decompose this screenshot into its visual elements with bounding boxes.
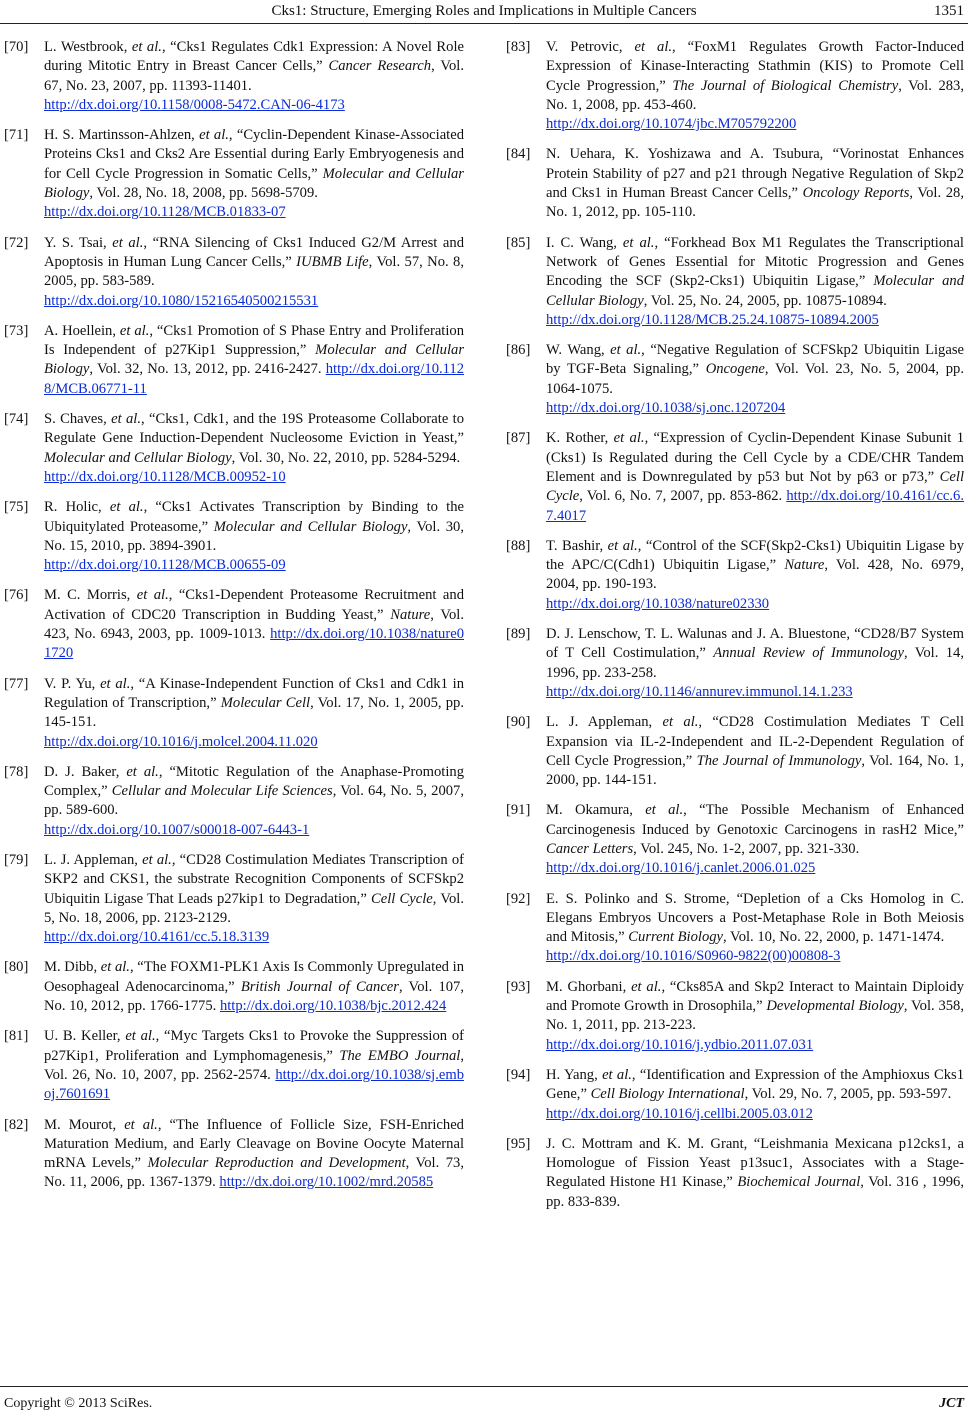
reference-number: [94] [506, 1066, 531, 1083]
reference-details: , Vol. 32, No. 13, 2012, pp. 2416-2427. [89, 361, 326, 378]
reference-journal: The EMBO Journal [339, 1047, 461, 1064]
reference-title: , “CD28 Costimulation Mediates T Cell Expansion via IL-2-Independent and IL-2-Dependent Regulation of Cell Cycle Progression,” [546, 714, 964, 769]
reference-journal: The Journal of Biological Chemistry [672, 77, 899, 94]
reference-authors: U. B. Keller, [44, 1028, 126, 1045]
reference-number: [85] [506, 234, 531, 251]
reference-details: , Vol. Vol. 23, No. 5, 2004, pp. 1064-1075. [546, 361, 964, 397]
reference-doi-link[interactable]: http://dx.doi.org/10.1128/MCB.01833-07 [44, 204, 286, 221]
reference-journal: Cancer Research [328, 58, 432, 75]
reference-journal: Cancer Letters [546, 840, 634, 857]
reference-et-al: et al. [100, 959, 130, 976]
reference-number: [79] [4, 851, 29, 868]
reference-details: , Vol. 67, No. 23, 2007, pp. 11393-11401. [44, 58, 464, 94]
reference-journal: Current Biology [628, 929, 724, 946]
reference-title: , “Cks1 Promotion of S Phase Entry and Proliferation Is Independent of p27Kip1 Suppression,” [44, 322, 464, 359]
reference-authors: K. Rother, [546, 430, 614, 447]
reference-et-al: et al. [602, 1066, 632, 1083]
reference-entry [506, 625, 964, 702]
reference-doi-link[interactable]: http://dx.doi.org/10.1016/j.cellbi.2005.03.012 [546, 1105, 813, 1122]
reference-number: [83] [506, 39, 531, 55]
reference-authors: R. Holic, [44, 499, 110, 516]
reference-details: , Vol. 6, No. 7, 2007, pp. 853-862. [579, 488, 787, 505]
header-rule [0, 23, 968, 24]
reference-entry [4, 851, 464, 947]
reference-entry [506, 38, 964, 134]
reference-authors: J. C. Mottram and K. M. Grant, “Leishmania Mexicana p12cks1, a Homologue of Fission Yeast p13suc1, Associates with a Stage-Regulated Histone H1 Kinase,” [546, 1135, 964, 1191]
reference-et-al: et al. [124, 1116, 158, 1133]
reference-title: , “The Influence of Follicle Size, FSH-Enriched Maturation Medium, and Early Cleavage on Bovine Oocyte Maternal mRNA Levels,” [44, 1116, 464, 1172]
reference-details: , Vol. 316 , 1996, pp. 833-839. [546, 1174, 964, 1210]
reference-details: , Vol. 423, No. 6943, 2003, pp. 1009-1013. [44, 606, 464, 643]
reference-entry [4, 763, 464, 840]
reference-title: , “Cks1-Dependent Proteasome Recruitment and Activation of CDC20 Transcription in Budding Yeast,” [44, 587, 465, 623]
reference-authors: M. Mourot, [44, 1116, 125, 1133]
reference-authors: T. Bashir, [546, 537, 608, 554]
reference-et-al: et al. [112, 234, 144, 251]
reference-authors: V. Petrovic, [546, 39, 635, 55]
reference-entry [506, 978, 964, 1055]
reference-doi-link[interactable]: http://dx.doi.org/10.1146/annurev.immunol.14.1.233 [546, 683, 853, 700]
reference-entry [506, 145, 964, 222]
reference-title: , “Expression of Cyclin-Dependent Kinase Subunit 1 (Cks1) Is Regulated during the Cell Cycle by a CDE/CHR Tandem Element and is Downregulated by p53 but Not by p63 or p73,” [546, 430, 964, 485]
reference-journal: Oncology Reports [802, 185, 910, 202]
reference-doi-link[interactable]: http://dx.doi.org/10.1038/sj.onc.1207204 [546, 400, 786, 417]
reference-title: , “Cyclin-Dependent Kinase-Associated Proteins Cks1 and Cks2 Are Essential during Early Embryogenesis and for Cell Cycle Progression in Somatic Cells,” [44, 127, 464, 182]
reference-number: [89] [506, 626, 531, 643]
reference-title: , “Cks1 Activates Transcription by Binding to the Ubiquitylated Proteasome,” [44, 499, 464, 535]
reference-entry [506, 1066, 964, 1124]
reference-doi-link[interactable]: http://dx.doi.org/10.1016/j.ydbio.2011.07.031 [546, 1036, 814, 1053]
reference-entry [506, 341, 964, 418]
page-header [0, 0, 968, 26]
reference-et-al: et al. [662, 714, 699, 731]
reference-number: [77] [4, 675, 29, 692]
reference-title: , “The Possible Mechanism of Enhanced Carcinogenesis Induced by Genotoxic Carcinogens in rasH2 Mice,” [546, 802, 964, 838]
reference-doi-link[interactable]: http://dx.doi.org/10.1158/0008-5472.CAN-06-4173 [44, 96, 345, 113]
reference-authors: L. J. Appleman, [546, 714, 663, 731]
reference-doi-link[interactable]: http://dx.doi.org/10.1128/MCB.00655-09 [44, 557, 286, 574]
reference-journal: Nature [784, 557, 825, 574]
reference-authors: H. S. Martinsson-Ahlzen, [44, 127, 200, 144]
reference-number: [70] [4, 39, 29, 55]
reference-details: , Vol. 28, No. 1, 2012, pp. 105-110. [546, 185, 964, 221]
reference-journal: Molecular Cell [220, 694, 311, 711]
reference-title: , “Cks1 Regulates Cdk1 Expression: A Novel Role during Mitotic Entry in Breast Cancer Cells,” [44, 39, 464, 75]
reference-journal: Molecular and Cellular Biology [44, 342, 464, 378]
reference-number: [82] [4, 1116, 29, 1133]
reference-details: , Vol. 10, No. 22, 2000, p. 1471-1474. [723, 929, 945, 946]
reference-title: , “Cks1, Cdk1, and the 19S Proteasome Collaborate to Regulate Gene Induction-Dependent Nucleosome Eviction in Yeast,” [44, 411, 465, 447]
reference-authors: M. Okamura, [546, 802, 646, 819]
reference-doi-link[interactable]: http://dx.doi.org/10.1080/15216540500215531 [44, 292, 319, 309]
reference-authors: D. J. Baker, [44, 763, 127, 780]
reference-number: [88] [506, 537, 531, 554]
reference-title: , “Cks85A and Skp2 Interact to Maintain Diploidy and Promote Growth in Drosophila,” [546, 978, 964, 1015]
reference-et-al: et al. [610, 342, 642, 359]
reference-entry [4, 38, 464, 115]
reference-entry [4, 126, 464, 222]
reference-authors: V. P. Yu, [44, 675, 101, 692]
reference-number: [90] [506, 714, 531, 731]
reference-number: [73] [4, 322, 29, 339]
reference-doi-link[interactable]: http://dx.doi.org/10.1074/jbc.M705792200 [546, 116, 797, 133]
reference-doi-link[interactable]: http://dx.doi.org/10.1038/sj.emboj.7601691 [44, 1066, 464, 1103]
reference-authors: Y. S. Tsai, [44, 234, 113, 251]
reference-entry [4, 1116, 464, 1193]
references-left-column [4, 38, 464, 1204]
reference-journal: Oncogene [705, 361, 765, 378]
reference-et-al: et al. [111, 411, 141, 428]
reference-details: , Vol. 17, No. 1, 2005, pp. 145-151. [44, 694, 464, 731]
reference-details: , Vol. 283, No. 1, 2008, pp. 453-460. [546, 77, 964, 113]
reference-doi-link[interactable]: http://dx.doi.org/10.1038/nature02330 [546, 595, 770, 612]
reference-number: [71] [4, 127, 29, 144]
reference-et-al: et al. [109, 499, 144, 516]
reference-entry [506, 801, 964, 878]
reference-entry [506, 890, 964, 967]
reference-et-al: et al. [100, 675, 131, 692]
reference-journal: Developmental Biology [766, 998, 904, 1015]
reference-entry [4, 586, 464, 663]
reference-journal: Molecular and Cellular Biology [44, 165, 464, 202]
reference-et-al: et al. [126, 763, 159, 780]
reference-number: [78] [4, 763, 29, 780]
reference-journal: Cell Cycle [546, 468, 964, 505]
reference-authors: N. Uehara, K. Yoshizawa and A. Tsubura, “Vorinostat Enhances Protein Stability of p27 and p21 through Negative Regulation of Skp2 and Cks1 in Human Breast Cancer Cells,” [546, 146, 964, 202]
reference-title: , “FoxM1 Regulates Growth Factor-Induced Expression of Kinase-Interacting Stathmin (KIS) to Promote Cell Cycle Progression,” [546, 39, 964, 94]
reference-doi-link[interactable]: http://dx.doi.org/10.1007/s00018-007-6443-1 [44, 821, 310, 838]
reference-details: , Vol. 30, No. 15, 2010, pp. 3894-3901. [44, 518, 464, 554]
reference-details: , Vol. 245, No. 1-2, 2007, pp. 321-330. [633, 840, 860, 857]
reference-et-al: et al. [613, 430, 645, 447]
reference-et-al: et al. [645, 802, 684, 819]
copyright-notice: Copyright © 2013 SciRes. [4, 1396, 153, 1411]
reference-number: [93] [506, 978, 531, 995]
reference-et-al: et al. [131, 39, 162, 55]
reference-authors: A. Hoellein, [44, 322, 120, 339]
reference-details: , Vol. 107, No. 10, 2012, pp. 1766-1775. [44, 978, 464, 1015]
reference-et-al: et al. [607, 537, 638, 554]
reference-journal: Biochemical Journal [737, 1174, 861, 1191]
reference-details: , Vol. 64, No. 5, 2007, pp. 589-600. [44, 783, 464, 819]
reference-details: , Vol. 5, No. 18, 2006, pp. 2123-2129. [44, 890, 464, 926]
reference-number: [92] [506, 890, 531, 907]
reference-doi-link[interactable]: http://dx.doi.org/10.4161/cc.6.7.4017 [546, 488, 964, 524]
reference-entry [4, 498, 464, 575]
reference-doi-link[interactable]: http://dx.doi.org/10.1002/mrd.20585 [219, 1174, 434, 1191]
reference-doi-link[interactable]: http://dx.doi.org/10.1128/MCB.06771-11 [44, 361, 464, 397]
reference-title: , “The FOXM1-PLK1 Axis Is Commonly Upregulated in Oesophageal Adenocarcinoma,” [44, 959, 464, 995]
reference-journal: Nature [390, 606, 431, 623]
reference-details: , Vol. 30, No. 22, 2010, pp. 5284-5294. [231, 449, 461, 466]
reference-title: , “Control of the SCF(Skp2-Cks1) Ubiquitin Ligase by the APC/C(Cdh1) Ubiquitin Ligase,” [546, 537, 964, 574]
reference-title: , “A Kinase-Independent Function of Cks1 and Cdk1 in Regulation of Transcription,” [44, 675, 464, 711]
reference-journal: IUBMB Life [296, 253, 369, 270]
reference-entry [4, 234, 464, 311]
reference-title: , “RNA Silencing of Cks1 Induced G2/M Arrest and Apoptosis in Human Lung Cancer Cells,” [44, 234, 464, 270]
reference-number: [84] [506, 146, 531, 163]
reference-authors: M. C. Morris, [44, 587, 137, 604]
reference-number: [72] [4, 234, 29, 251]
reference-et-al: et al. [631, 978, 662, 995]
reference-et-al: et al. [136, 587, 169, 604]
reference-journal: Molecular Reproduction and Development [147, 1155, 406, 1172]
reference-et-al: et al. [634, 39, 673, 55]
reference-entry [4, 958, 464, 1016]
reference-title: , “CD28 Costimulation Mediates Transcription of SKP2 and CKS1, the substrate Recognition Components of SCFSkp2 Ubiquitin Ligase That Leads p27kip1 to Degradation,” [44, 851, 464, 907]
reference-doi-link[interactable]: http://dx.doi.org/10.1038/bjc.2012.424 [219, 998, 447, 1015]
reference-number: [95] [506, 1135, 531, 1152]
reference-journal: British Journal of Cancer [240, 978, 399, 995]
footer-rule [0, 1386, 968, 1387]
journal-abbrev: JCT [939, 1396, 964, 1411]
reference-entry [506, 429, 964, 525]
reference-et-al: et al. [622, 234, 655, 251]
reference-number: [87] [506, 430, 531, 447]
reference-number: [86] [506, 342, 531, 359]
reference-journal: Cell Cycle [371, 890, 433, 907]
reference-et-al: et al. [119, 322, 150, 339]
reference-title: , “Mitotic Regulation of the Anaphase-Promoting Complex,” [44, 763, 464, 800]
reference-journal: Annual Review of Immunology [713, 645, 904, 662]
reference-details: , Vol. 428, No. 6979, 2004, pp. 190-193. [546, 557, 964, 593]
reference-authors: H. Yang, [546, 1066, 603, 1083]
reference-authors: W. Wang, [546, 342, 611, 359]
reference-details: , Vol. 57, No. 8, 2005, pp. 583-589. [44, 253, 464, 290]
reference-doi-link[interactable]: http://dx.doi.org/10.4161/cc.5.18.3139 [44, 929, 270, 946]
reference-details: , Vol. 14, 1996, pp. 233-258. [546, 645, 964, 681]
reference-title: , “Identification and Expression of the Amphioxus Cks1 Gene,” [546, 1066, 964, 1103]
reference-entry [506, 713, 964, 790]
reference-doi-link[interactable]: http://dx.doi.org/10.1016/S0960-9822(00)00808-3 [546, 948, 841, 965]
reference-journal: Molecular and Cellular Biology [213, 518, 408, 535]
running-title: Cks1: Structure, Emerging Roles and Implications in Multiple Cancers [271, 3, 697, 19]
reference-title: , “Negative Regulation of SCFSkp2 Ubiquitin Ligase by TGF-Beta Signaling,” [546, 342, 964, 378]
reference-details: , Vol. 28, No. 18, 2008, pp. 5698-5709. [89, 185, 318, 202]
reference-entry [4, 410, 464, 487]
reference-doi-link[interactable]: http://dx.doi.org/10.1038/nature01720 [44, 626, 464, 662]
reference-details: , Vol. 26, No. 10, 2007, pp. 2562-2574. [44, 1047, 464, 1083]
reference-entry [506, 234, 964, 330]
reference-journal: Molecular and Cellular Biology [546, 273, 964, 309]
reference-entry [506, 1135, 964, 1212]
reference-number: [74] [4, 411, 29, 428]
reference-authors: I. C. Wang, [546, 234, 623, 251]
reference-details: , Vol. 164, No. 1, 2000, pp. 144-151. [546, 752, 964, 789]
reference-details: , Vol. 29, No. 7, 2005, pp. 593-597. [744, 1086, 952, 1103]
reference-et-al: et al. [199, 127, 229, 144]
reference-authors: D. J. Lenschow, T. L. Walunas and J. A. Bluestone, “CD28/B7 System of T Cell Costimulation,” [546, 626, 964, 662]
reference-number: [80] [4, 959, 29, 976]
reference-journal: Cell Biology International [590, 1086, 745, 1103]
reference-authors: M. Dibb, [44, 959, 101, 976]
reference-authors: S. Chaves, [44, 411, 112, 428]
page-number: 1351 [934, 3, 964, 19]
reference-entry [4, 322, 464, 399]
reference-number: [75] [4, 499, 29, 516]
reference-title: , “Myc Targets Cks1 to Provoke the Suppression of p27Kip1, Proliferation and Lymphomagenesis,” [44, 1028, 464, 1064]
reference-details: , Vol. 358, No. 1, 2011, pp. 213-223. [546, 998, 964, 1034]
references-right-column [506, 38, 964, 1223]
reference-authors: L. J. Appleman, [44, 851, 143, 868]
reference-entry [4, 1027, 464, 1104]
reference-authors: L. Westbrook, [44, 39, 132, 55]
reference-number: [81] [4, 1028, 29, 1045]
reference-details: , Vol. 25, No. 24, 2005, pp. 10875-10894. [643, 292, 887, 309]
reference-journal: The Journal of Immunology [696, 752, 862, 769]
reference-title: , “Forkhead Box M1 Regulates the Transcriptional Network of Genes Essential for Mitotic Progression and Genes Encoding the SCF (Skp2-Cks1) Ubiquitin Ligase,” [546, 234, 964, 290]
reference-authors: E. S. Polinko and S. Strome, “Depletion of a Cks Homolog in C. Elegans Embryos Uncovers a Post-Metaphase Role in Both Meiosis and Mitosis,” [546, 890, 964, 946]
reference-details: , Vol. 73, No. 11, 2006, pp. 1367-1379. [44, 1155, 464, 1191]
reference-number: [91] [506, 802, 531, 819]
reference-number: [76] [4, 587, 29, 604]
reference-doi-link[interactable]: http://dx.doi.org/10.1128/MCB.00952-10 [44, 468, 286, 485]
reference-entry [506, 537, 964, 614]
reference-et-al: et al. [125, 1028, 156, 1045]
page-footer [0, 1386, 968, 1414]
reference-doi-link[interactable]: http://dx.doi.org/10.1016/j.canlet.2006.01.025 [546, 860, 816, 877]
reference-entry [4, 675, 464, 752]
reference-doi-link[interactable]: http://dx.doi.org/10.1016/j.molcel.2004.11.020 [44, 733, 318, 750]
reference-authors: M. Ghorbani, [546, 978, 632, 995]
reference-doi-link[interactable]: http://dx.doi.org/10.1128/MCB.25.24.10875-10894.2005 [546, 311, 879, 328]
reference-et-al: et al. [142, 851, 172, 868]
reference-journal: Cellular and Molecular Life Sciences [111, 783, 333, 800]
reference-journal: Molecular and Cellular Biology [44, 449, 232, 466]
